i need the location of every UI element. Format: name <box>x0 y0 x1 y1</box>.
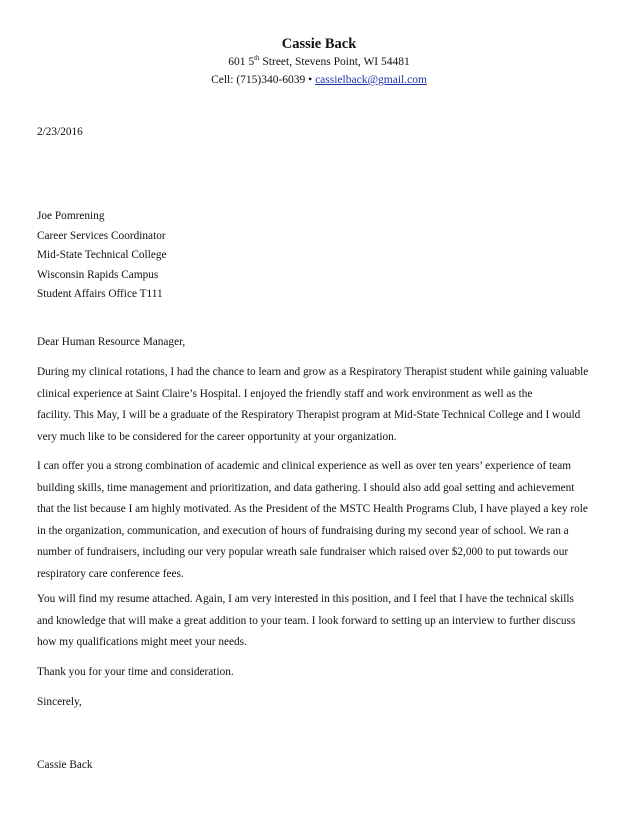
paragraph-line: clinical experience at Saint Claire’s Hospital. I enjoyed the friendly staff and work environment as well as the <box>37 387 533 400</box>
signature-name: Cassie Back <box>37 759 93 771</box>
closing: Sincerely, <box>37 696 82 708</box>
paragraph-line: facility. This May, I will be a graduate of the Respiratory Therapist program at Mid-State Technical College and I would <box>37 409 581 422</box>
paragraph-line: and knowledge that will make a great addition to your team. I look forward to setting up an interview to further discuss <box>37 614 576 627</box>
thanks-line: Thank you for your time and consideration. <box>37 666 234 678</box>
paragraph-line: respiratory care conference fees. <box>37 567 184 580</box>
recipient-line: Joe Pomrening <box>37 210 105 222</box>
paragraph-line: I can offer you a strong combination of academic and clinical experience as well as over ten years’ experience of team <box>37 460 572 472</box>
paragraph-line: You will find my resume attached. Again, I am very interested in this position, and I feel that I have the technical skills <box>37 593 574 605</box>
sender-name: Cassie Back <box>281 36 357 52</box>
sender-address <box>0 56 638 68</box>
email-link[interactable]: cassielback@gmail.com <box>315 74 427 86</box>
recipient-line: Student Affairs Office T111 <box>37 288 163 300</box>
letter-date: 2/23/2016 <box>37 126 83 138</box>
address-rest: Street, Stevens Point, WI 54481 <box>259 56 410 68</box>
paragraph-3 <box>37 589 575 654</box>
paragraph-line: very much like to be considered for the career opportunity at your organization. <box>37 430 397 443</box>
paragraph-line: how my qualifications might meet your needs. <box>37 636 247 649</box>
recipient-line: Mid-State Technical College <box>37 249 167 261</box>
paragraph-line: During my clinical rotations, I had the chance to learn and grow as a Respiratory Therapist student while gaining valuable <box>37 366 589 378</box>
recipient-line: Wisconsin Rapids Campus <box>37 268 159 281</box>
paragraph-1 <box>37 362 588 448</box>
address-number: 601 5 <box>228 56 255 68</box>
salutation: Dear Human Resource Manager, <box>37 336 186 348</box>
paragraph-line: in the organization, communication, and execution of hours of fundraising during my second year of school. We ran a <box>37 524 569 537</box>
paragraph-2 <box>37 456 588 586</box>
paragraph-line: building skills, time management and prioritization, and data gathering. I should also add goal setting and achievement <box>37 481 575 494</box>
recipient-block <box>37 207 167 305</box>
paragraph-line: number of fundraisers, including our very popular wreath sale fundraiser which raised over $2,000 to put towards our <box>37 546 569 559</box>
recipient-line: Career Services Coordinator <box>37 229 166 242</box>
sender-contact <box>0 74 638 86</box>
paragraph-line: that the list because I am highly motivated. As the President of the MSTC Health Programs Club, I have played a key role <box>37 503 588 516</box>
address-superscript: th <box>254 54 260 62</box>
cell-phone: Cell: (715)340-6039 • <box>211 74 316 86</box>
